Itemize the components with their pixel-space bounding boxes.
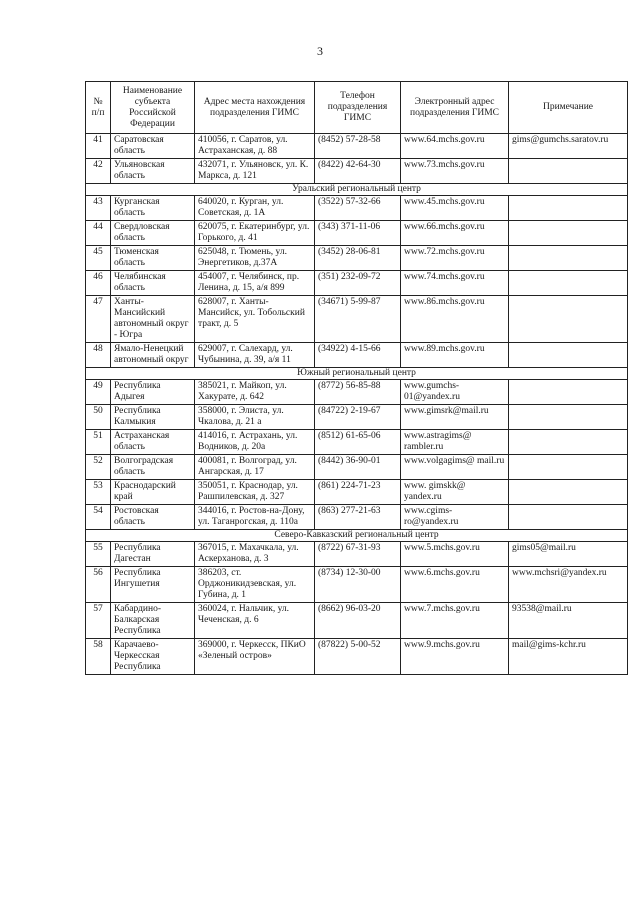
note-cell: gims05@mail.ru — [509, 542, 628, 567]
row-number: 48 — [86, 343, 111, 368]
row-number: 51 — [86, 430, 111, 455]
address-cell: 385021, г. Майкоп, ул. Хакурате, д. 642 — [195, 380, 315, 405]
email-cell: www.7.mchs.gov.ru — [401, 603, 509, 639]
region-name: Южный региональный центр — [86, 368, 628, 380]
email-cell: www.cgims-ro@yandex.ru — [401, 505, 509, 530]
address-cell: 358000, г. Элиста, ул. Чкалова, д. 21 а — [195, 405, 315, 430]
table-row — [86, 343, 628, 368]
table-row — [86, 505, 628, 530]
header-address: Адрес места нахождения подразделения ГИМС — [195, 82, 315, 134]
note-cell — [509, 505, 628, 530]
phone-cell: (8772) 56-85-88 — [315, 380, 401, 405]
address-cell: 344016, г. Ростов-на-Дону, ул. Таганрогская, д. 110а — [195, 505, 315, 530]
subject-name: Волгоградская область — [111, 455, 195, 480]
phone-cell: (84722) 2-19-67 — [315, 405, 401, 430]
address-cell: 625048, г. Тюмень, ул. Энергетиков, д.37А — [195, 246, 315, 271]
email-cell: www.volgagims@ mail.ru — [401, 455, 509, 480]
note-cell — [509, 159, 628, 184]
region-header-row — [86, 368, 628, 380]
row-number: 52 — [86, 455, 111, 480]
note-cell — [509, 455, 628, 480]
address-cell: 640020, г. Курган, ул. Советская, д. 1А — [195, 196, 315, 221]
email-cell: www.gimsrk@mail.ru — [401, 405, 509, 430]
subject-name: Ульяновская область — [111, 159, 195, 184]
note-cell — [509, 246, 628, 271]
address-cell: 414016, г. Астрахань, ул. Водников, д. 20а — [195, 430, 315, 455]
address-cell: 620075, г. Екатеринбург, ул. Горького, д. 41 — [195, 221, 315, 246]
row-number: 47 — [86, 296, 111, 343]
phone-cell: (87822) 5-00-52 — [315, 639, 401, 675]
row-number: 54 — [86, 505, 111, 530]
row-number: 53 — [86, 480, 111, 505]
address-cell: 628007, г. Ханты-Мансийск, ул. Тобольский тракт, д. 5 — [195, 296, 315, 343]
table-row — [86, 639, 628, 675]
row-number: 42 — [86, 159, 111, 184]
table-row — [86, 296, 628, 343]
row-number: 45 — [86, 246, 111, 271]
note-cell — [509, 405, 628, 430]
email-cell: www.5.mchs.gov.ru — [401, 542, 509, 567]
table-row — [86, 271, 628, 296]
email-cell: www.6.mchs.gov.ru — [401, 567, 509, 603]
region-header-row — [86, 184, 628, 196]
phone-cell: (861) 224-71-23 — [315, 480, 401, 505]
email-cell: www.89.mchs.gov.ru — [401, 343, 509, 368]
email-cell: www.73.mchs.gov.ru — [401, 159, 509, 184]
note-cell: 93538@mail.ru — [509, 603, 628, 639]
address-cell: 400081, г. Волгоград, ул. Ангарская, д. 17 — [195, 455, 315, 480]
subject-name: Кабардино-Балкарская Республика — [111, 603, 195, 639]
row-number: 56 — [86, 567, 111, 603]
address-cell: 386203, ст. Орджоникидзевская, ул. Губина, д. 1 — [195, 567, 315, 603]
region-name: Северо-Кавказский региональный центр — [86, 530, 628, 542]
table-row — [86, 455, 628, 480]
header-subject: Наименование субъекта Российской Федерации — [111, 82, 195, 134]
header-note: Примечание — [509, 82, 628, 134]
phone-cell: (8722) 67-31-93 — [315, 542, 401, 567]
email-cell: www.72.mchs.gov.ru — [401, 246, 509, 271]
row-number: 41 — [86, 134, 111, 159]
phone-cell: (8422) 42-64-30 — [315, 159, 401, 184]
subject-name: Саратовская область — [111, 134, 195, 159]
header-phone: Телефон подразделения ГИМС — [315, 82, 401, 134]
table-row — [86, 134, 628, 159]
table-row — [86, 221, 628, 246]
subject-name: Свердловская область — [111, 221, 195, 246]
subject-name: Челябинская область — [111, 271, 195, 296]
address-cell: 360024, г. Нальчик, ул. Чеченская, д. 6 — [195, 603, 315, 639]
address-cell: 432071, г. Ульяновск, ул. К. Маркса, д. 121 — [195, 159, 315, 184]
table-row — [86, 196, 628, 221]
address-cell: 410056, г. Саратов, ул. Астраханская, д. 88 — [195, 134, 315, 159]
email-cell: www.9.mchs.gov.ru — [401, 639, 509, 675]
header-num: № п/п — [86, 82, 111, 134]
row-number: 43 — [86, 196, 111, 221]
header-email: Электронный адрес подразделения ГИМС — [401, 82, 509, 134]
email-cell: www.74.mchs.gov.ru — [401, 271, 509, 296]
page-number: 3 — [317, 44, 323, 58]
note-cell — [509, 343, 628, 368]
note-cell: www.mchsri@yandex.ru — [509, 567, 628, 603]
table-row — [86, 567, 628, 603]
subject-name: Республика Калмыкия — [111, 405, 195, 430]
phone-cell: (8662) 96-03-20 — [315, 603, 401, 639]
gims-contacts-table — [85, 81, 628, 675]
subject-name: Ямало-Ненецкий автономный округ — [111, 343, 195, 368]
table-header-row — [86, 82, 628, 134]
note-cell: gims@gumchs.saratov.ru — [509, 134, 628, 159]
note-cell — [509, 271, 628, 296]
email-cell: www.45.mchs.gov.ru — [401, 196, 509, 221]
subject-name: Астраханская область — [111, 430, 195, 455]
phone-cell: (351) 232-09-72 — [315, 271, 401, 296]
email-cell: www.astragims@ rambler.ru — [401, 430, 509, 455]
row-number: 55 — [86, 542, 111, 567]
note-cell — [509, 196, 628, 221]
table-body — [86, 134, 628, 675]
note-cell — [509, 480, 628, 505]
subject-name: Республика Дагестан — [111, 542, 195, 567]
address-cell: 369000, г. Черкесск, ПКиО «Зеленый остров» — [195, 639, 315, 675]
table-row — [86, 159, 628, 184]
row-number: 57 — [86, 603, 111, 639]
region-name: Уральский региональный центр — [86, 184, 628, 196]
row-number: 58 — [86, 639, 111, 675]
table-row — [86, 405, 628, 430]
subject-name: Республика Адыгея — [111, 380, 195, 405]
subject-name: Ханты-Мансийский автономный округ - Югра — [111, 296, 195, 343]
email-cell: www.gumchs-01@yandex.ru — [401, 380, 509, 405]
subject-name: Республика Ингушетия — [111, 567, 195, 603]
note-cell — [509, 296, 628, 343]
phone-cell: (3452) 28-06-81 — [315, 246, 401, 271]
phone-cell: (34671) 5-99-87 — [315, 296, 401, 343]
row-number: 50 — [86, 405, 111, 430]
phone-cell: (8452) 57-28-58 — [315, 134, 401, 159]
phone-cell: (34922) 4-15-66 — [315, 343, 401, 368]
email-cell: www.86.mchs.gov.ru — [401, 296, 509, 343]
address-cell: 367015, г. Махачкала, ул. Аскерханова, д. 3 — [195, 542, 315, 567]
phone-cell: (8442) 36-90-01 — [315, 455, 401, 480]
row-number: 49 — [86, 380, 111, 405]
note-cell — [509, 380, 628, 405]
email-cell: www. gimskk@ yandex.ru — [401, 480, 509, 505]
table-row — [86, 603, 628, 639]
email-cell: www.64.mchs.gov.ru — [401, 134, 509, 159]
table-row — [86, 246, 628, 271]
subject-name: Краснодарский край — [111, 480, 195, 505]
email-cell: www.66.mchs.gov.ru — [401, 221, 509, 246]
address-cell: 629007, г. Салехард, ул. Чубынина, д. 39, а/я 11 — [195, 343, 315, 368]
subject-name: Карачаево-Черкесская Республика — [111, 639, 195, 675]
phone-cell: (8512) 61-65-06 — [315, 430, 401, 455]
subject-name: Тюменская область — [111, 246, 195, 271]
address-cell: 454007, г. Челябинск, пр. Ленина, д. 15, а/я 899 — [195, 271, 315, 296]
subject-name: Курганская область — [111, 196, 195, 221]
phone-cell: (3522) 57-32-66 — [315, 196, 401, 221]
row-number: 46 — [86, 271, 111, 296]
note-cell — [509, 430, 628, 455]
row-number: 44 — [86, 221, 111, 246]
address-cell: 350051, г. Краснодар, ул. Рашпилевская, д. 327 — [195, 480, 315, 505]
subject-name: Ростовская область — [111, 505, 195, 530]
note-cell — [509, 221, 628, 246]
note-cell: mail@gims-kchr.ru — [509, 639, 628, 675]
phone-cell: (343) 371-11-06 — [315, 221, 401, 246]
table-row — [86, 430, 628, 455]
table-row — [86, 542, 628, 567]
phone-cell: (863) 277-21-63 — [315, 505, 401, 530]
phone-cell: (8734) 12-30-00 — [315, 567, 401, 603]
table-row — [86, 380, 628, 405]
region-header-row — [86, 530, 628, 542]
table-row — [86, 480, 628, 505]
